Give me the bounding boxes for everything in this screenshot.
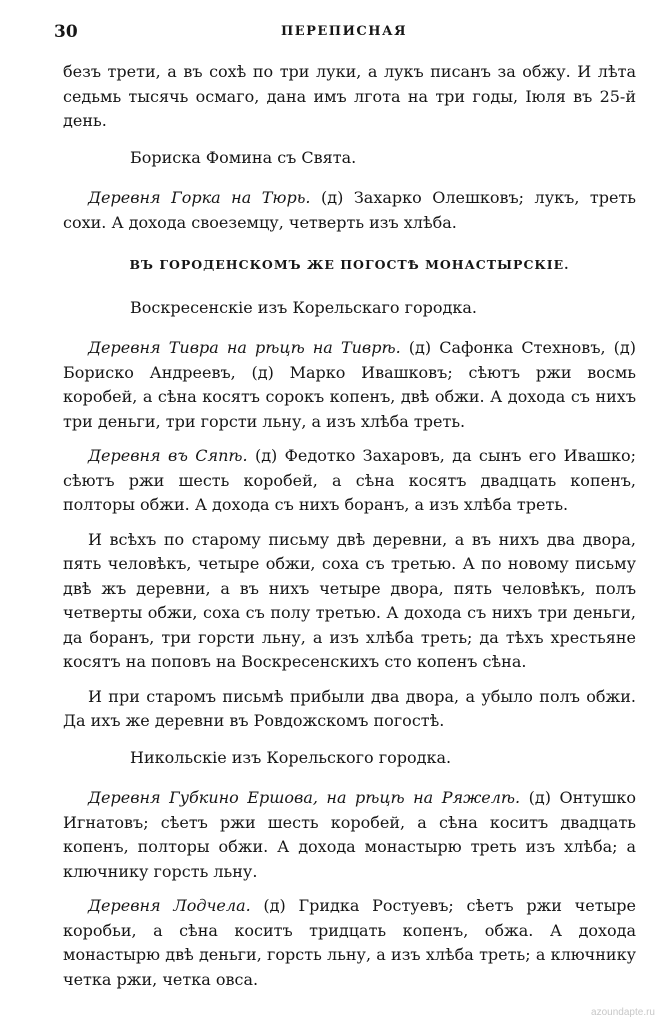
paragraph-tivra-text: (д) Сафонка Стехновъ, (д) Бориско Андреевъ, (д) Марко Ивашковъ; сѣютъ ржи восмь коробей, а сѣна косятъ сорокъ копенъ, двѣ обжи. А дохода съ нихъ три деньги, три горсти льну, а изъ хлѣба треть. [63,338,637,431]
page-number: 30 [54,22,78,42]
paragraph-syape-text: (д) Федотко Захаровъ, да сынъ его Ивашко; сѣютъ ржи шесть коробей, а сѣна косятъ двадцать копенъ, полторы обжи. А дохода съ нихъ боранъ, а изъ хлѣба треть. [63,446,637,514]
paragraph-changes: И при старомъ письмѣ прибыли два двора, а убыло полъ обжи. Да ихъ же деревни въ Ровдожскомъ погостѣ. [63,686,636,730]
watermark: azoundapte.ru [591,1007,655,1018]
paragraph-syape [63,444,636,518]
page-body [63,60,637,1002]
section-heading: ВЪ ГОРОДЕНСКОМЪ ЖЕ ПОГОСТѢ МОНАСТЫРСКІЕ. [129,257,570,272]
paragraph-gorka [63,186,636,235]
entry-title-nikolskie: Никольскіе изъ Корельского городка. [130,747,452,767]
village-name-syape: Деревня въ Сяпѣ. [88,446,248,465]
page-header [54,22,634,46]
running-head: ПЕРЕПИСНАЯ [280,24,408,39]
entry-title-voskresenskie: Воскресенскіе изъ Корельскаго городка. [130,297,478,317]
paragraph-tivra [63,336,636,434]
village-name-lodchela: Деревня Лодчела. [88,896,251,915]
entry-title-boriska: Бориска Фомина съ Свята. [130,147,357,167]
paragraph-gubkino-text: (д) Онтушко Игнатовъ; сѣетъ ржи шесть коробей, а сѣна коситъ двадцать копенъ, полторы обжи. А дохода монастырю треть изъ хлѣба; а ключнику горсть льну. [63,788,637,881]
paragraph-lodchela [63,894,636,992]
paragraph-lodchela-text: (д) Гридка Ростуевъ; сѣетъ ржи четыре коробьи, а сѣна коситъ тридцать копенъ, обжа. А дохода монастырю двѣ деньги, горсть льну, а изъ хлѣба треть; а ключнику четка ржи, четка овса. [63,896,637,989]
village-name-gubkino: Деревня Губкино Ершова, на рѣцѣ на Ряжелѣ. [88,788,521,807]
village-name-tivra: Деревня Тивра на рѣцѣ на Тиврѣ. [88,338,401,357]
paragraph-totals: И всѣхъ по старому письму двѣ деревни, а въ нихъ два двора, пять человѣкъ, четыре обжи, соха съ третью. А по новому письму двѣ жъ деревни, а въ нихъ четыре двора, пять человѣкъ, полъ четверты обжи, соха съ полу третью. А дохода съ нихъ три деньги, да боранъ, три горсти льну, а изъ хлѣба треть; да тѣхъ хрестьяне косятъ на поповъ на Воскресенскихъ сто копенъ сѣна. [63,529,636,671]
paragraph-1: безъ трети, а въ сохѣ по три луки, а лукъ писанъ за обжу. И лѣта седьмь тысячь осмаго, дана имъ лгота на три годы, Іюля въ 25-й день. [63,62,636,130]
paragraph-gubkino [63,786,636,884]
paragraph-gorka-text: (д) Захарко Олешковъ; лукъ, треть сохи. А дохода своеземцу, четверть изъ хлѣба. [63,188,637,232]
village-name-gorka: Деревня Горка на Тюрь. [88,188,311,207]
